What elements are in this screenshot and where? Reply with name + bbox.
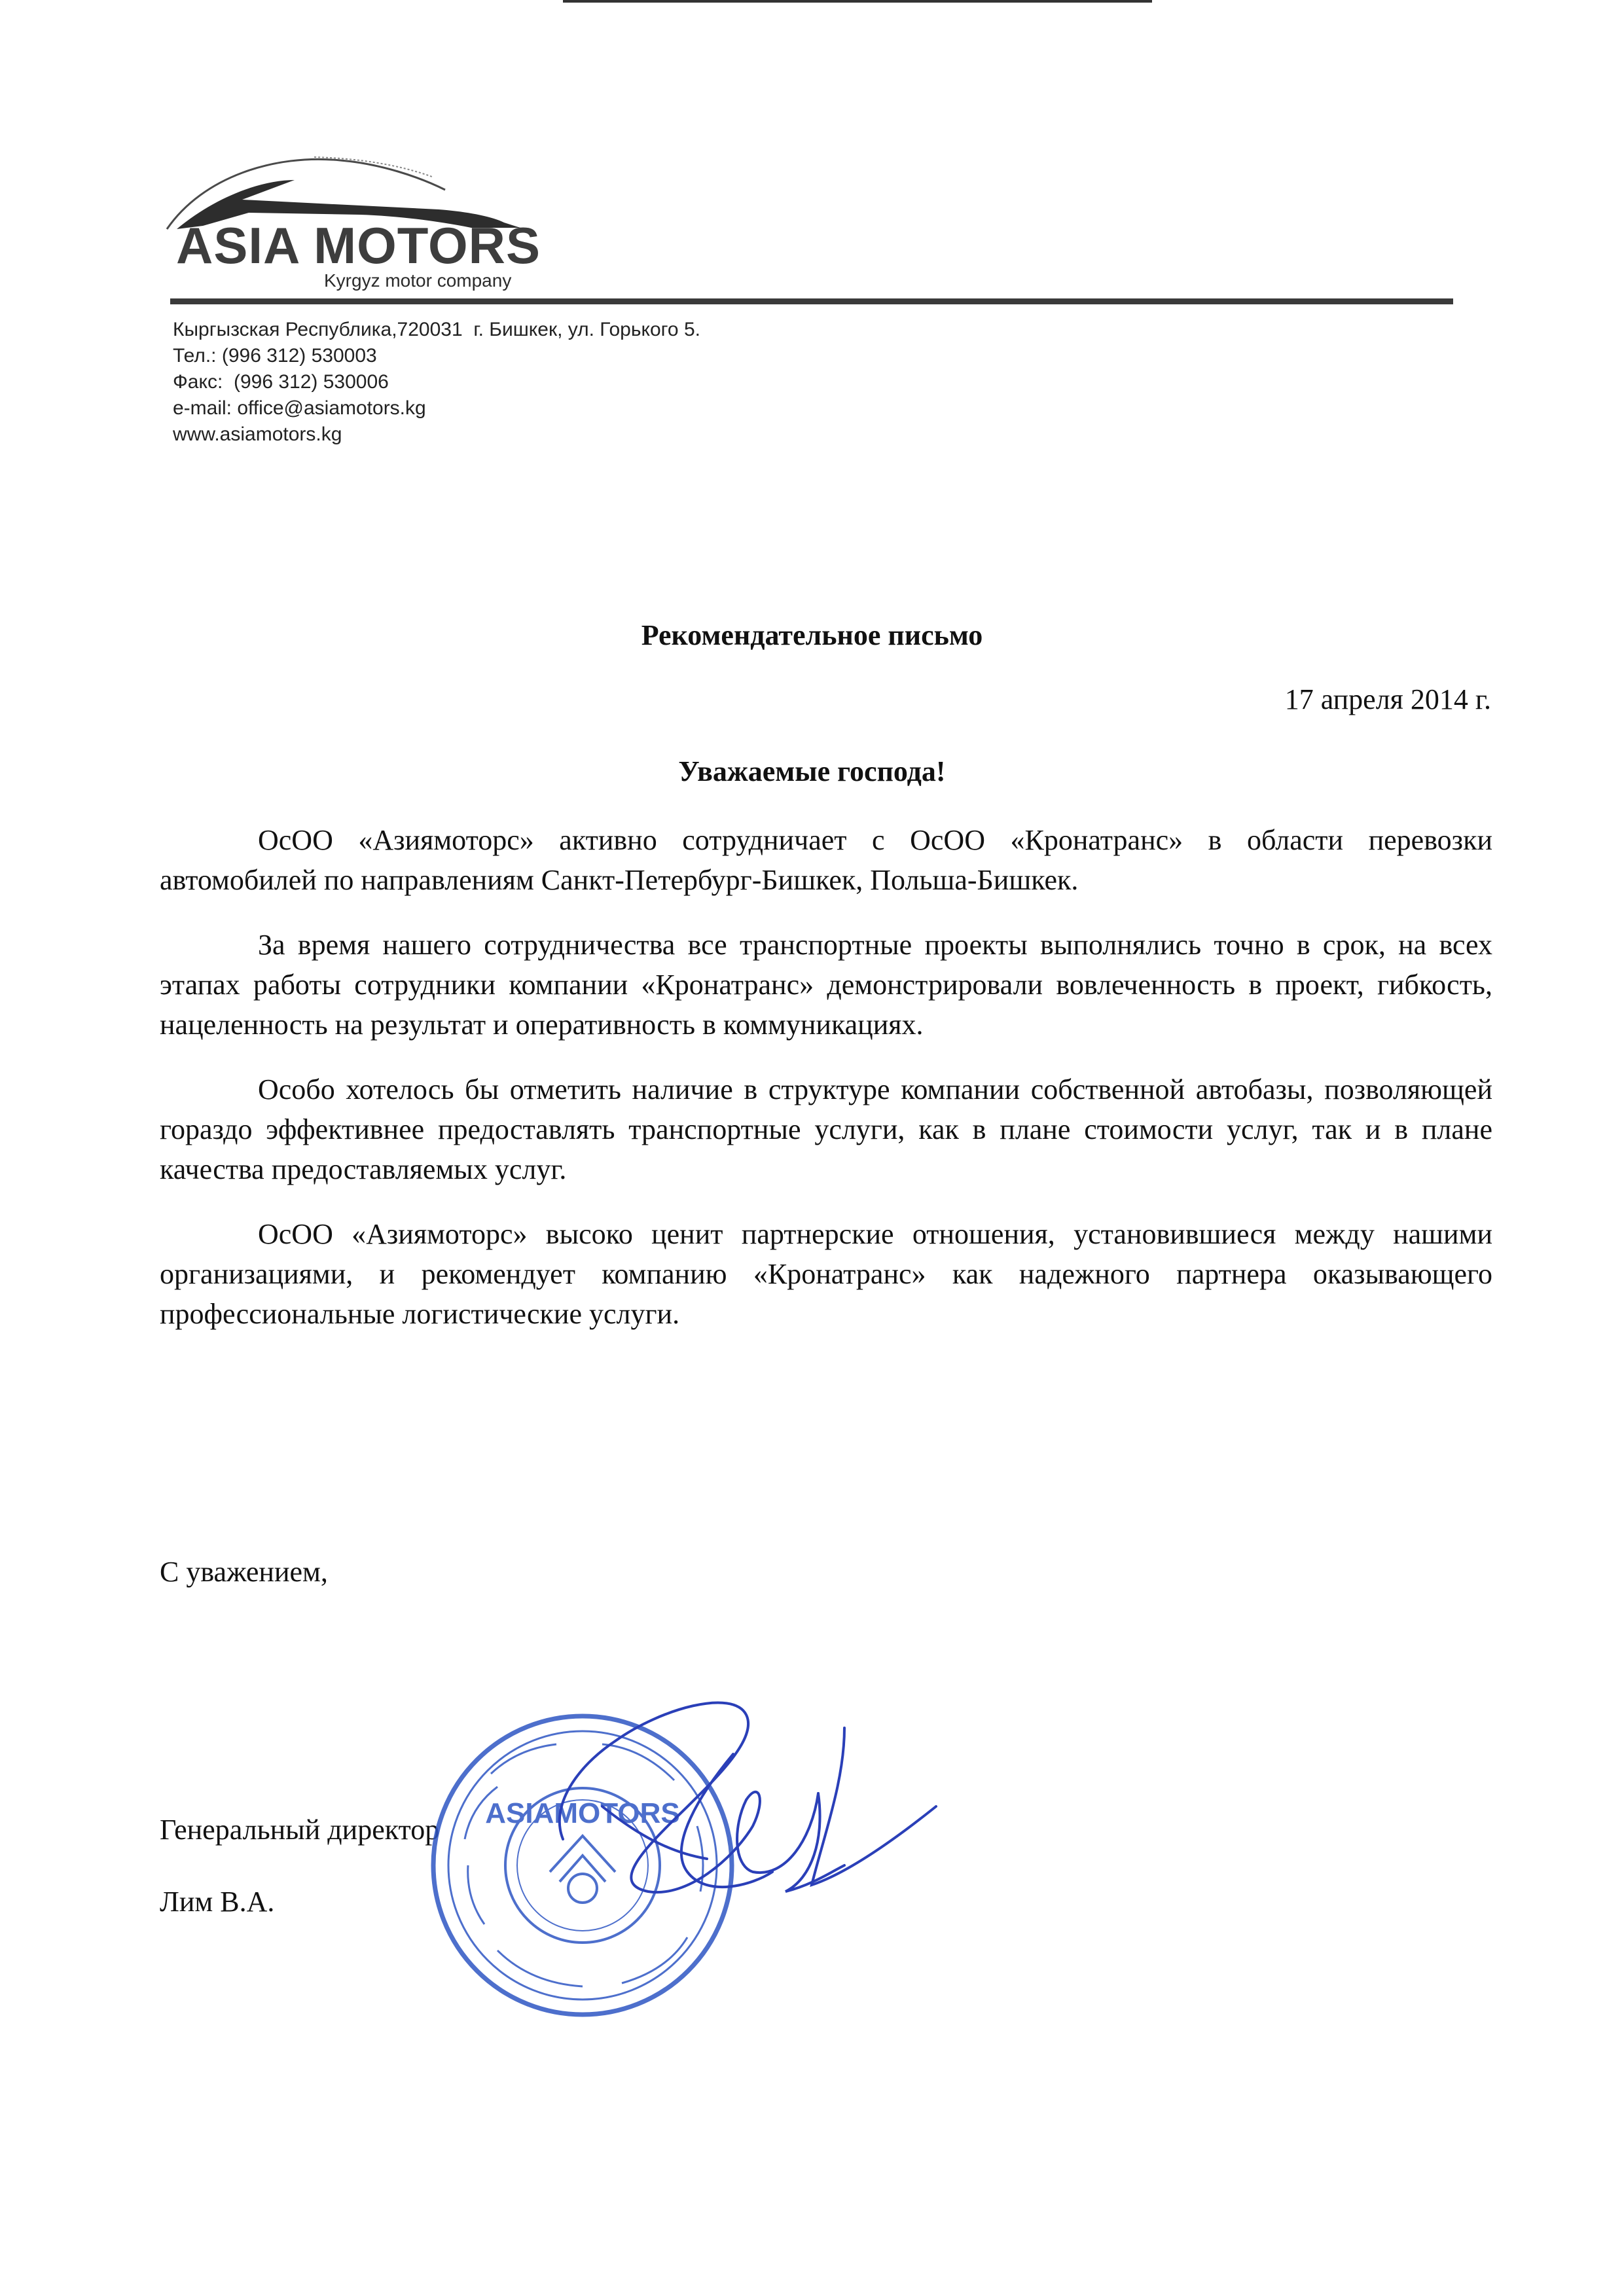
fax-line: Факс: (996 312) 530006 — [173, 371, 389, 393]
body-paragraph: Особо хотелось бы отметить наличие в структуре компании собственной автобазы, позволяющей гораздо эффективнее предоставлять транспортные услуги, как в плане стоимости услуг, так и в плане качества предоставляемых услуг. — [160, 1073, 1492, 1185]
email-line: e-mail: office@asiamotors.kg — [173, 397, 426, 419]
letter-date: 17 апреля 2014 г. — [1284, 683, 1491, 715]
body-paragraph: ОсОО «Азиямоторс» активно сотрудничает с ОсОО «Кронатранс» в области перевозки автомобилей по направлениям Санкт-Петербург-Бишкек, Польша-Бишкек. — [160, 824, 1492, 896]
signatory-position: Генеральный директор — [160, 1814, 440, 1846]
phone-line: Тел.: (996 312) 530003 — [173, 345, 377, 367]
body-paragraph: За время нашего сотрудничества все транспортные проекты выполнялись точно в срок, на всех этапах работы сотрудники компании «Кронатранс» демонстрировали вовлеченность в проект, гибкость, нацеленность на результат и оперативность в коммуникациях. — [160, 929, 1492, 1041]
scan-edge-line — [563, 0, 1152, 3]
body-paragraph: ОсОО «Азиямоторс» высоко ценит партнерские отношения, установившиеся между нашими организациями, и рекомендует компанию «Кронатранс» как надежного партнера оказывающего профессиональные логистические услуги. — [160, 1218, 1492, 1330]
header-divider — [170, 298, 1453, 304]
logo-tagline: Kyrgyz motor company — [324, 270, 512, 291]
signatory-name: Лим В.А. — [160, 1886, 275, 1918]
contact-block — [173, 317, 700, 448]
address-line: Кыргызская Республика,720031 г. Бишкек, ул. Горького 5. — [173, 319, 700, 340]
logo-wordmark: ASIA MOTORS — [176, 217, 541, 274]
letter-closing: С уважением, — [160, 1556, 328, 1588]
letter-salutation: Уважаемые господа! — [678, 755, 946, 787]
website-line: www.asiamotors.kg — [173, 423, 342, 445]
stamp-center-text: ASIAMOTORS — [485, 1797, 680, 1829]
letter-body — [160, 820, 1492, 1359]
handwritten-signature — [537, 1676, 943, 1950]
company-logo — [164, 151, 596, 301]
signature-icon — [537, 1676, 943, 1950]
letter-title: Рекомендательное письмо — [641, 619, 983, 651]
